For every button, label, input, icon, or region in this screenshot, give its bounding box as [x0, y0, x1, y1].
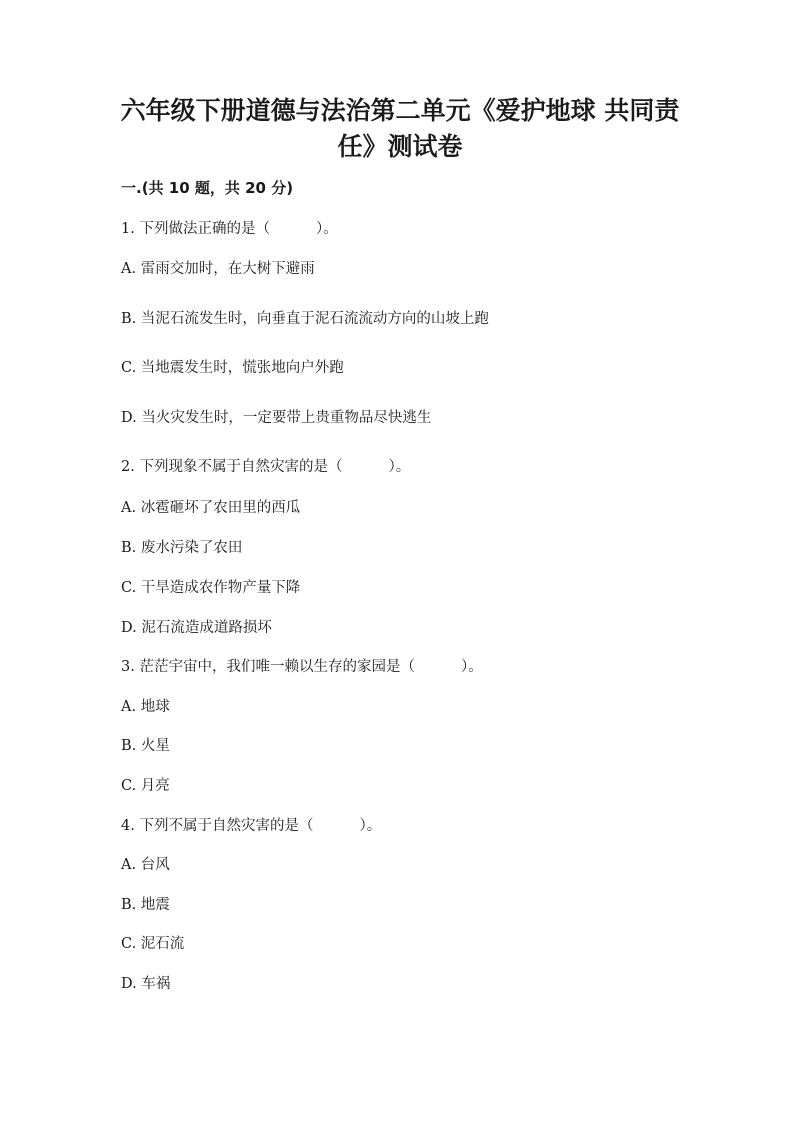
question-2-option-b: B. 废水污染了农田	[121, 540, 243, 556]
question-4-option-b: B. 地震	[121, 897, 170, 913]
question-3-stem: 3. 茫茫宇宙中，我们唯一赖以生存的家园是（ ）。	[121, 659, 483, 675]
question-2-stem: 2. 下列现象不属于自然灾害的是（ ）。	[121, 459, 411, 475]
question-4-stem: 4. 下列不属于自然灾害的是（ ）。	[121, 818, 382, 834]
question-1-option-a: A. 雷雨交加时，在大树下避雨	[121, 261, 315, 277]
question-3-option-b: B. 火星	[121, 738, 170, 754]
exam-title-line1: 六年级下册道德与法治第二单元《爱护地球 共同责	[120, 96, 680, 125]
question-2-option-d: D. 泥石流造成道路损坏	[121, 620, 272, 636]
question-1-stem: 1. 下列做法正确的是（ ）。	[121, 221, 338, 237]
question-1-option-c: C. 当地震发生时，慌张地向户外跑	[121, 360, 344, 376]
exam-title	[100, 93, 700, 165]
question-3-option-a: A. 地球	[121, 699, 170, 715]
question-2-option-a: A. 冰雹砸坏了农田里的西瓜	[121, 500, 301, 516]
question-1-option-b: B. 当泥石流发生时，向垂直于泥石流流动方向的山坡上跑	[121, 311, 489, 327]
question-4-option-c: C. 泥石流	[121, 936, 185, 952]
question-3-option-c: C. 月亮	[121, 778, 170, 794]
question-1-option-d: D. 当火灾发生时，一定要带上贵重物品尽快逃生	[121, 410, 432, 426]
exam-title-line2: 任》测试卷	[337, 132, 463, 161]
question-4-option-a: A. 台风	[121, 857, 170, 873]
question-4-option-d: D. 车祸	[121, 976, 171, 992]
section-heading: 一.(共 10 题，共 20 分)	[121, 179, 294, 197]
question-2-option-c: C. 干旱造成农作物产量下降	[121, 580, 301, 596]
